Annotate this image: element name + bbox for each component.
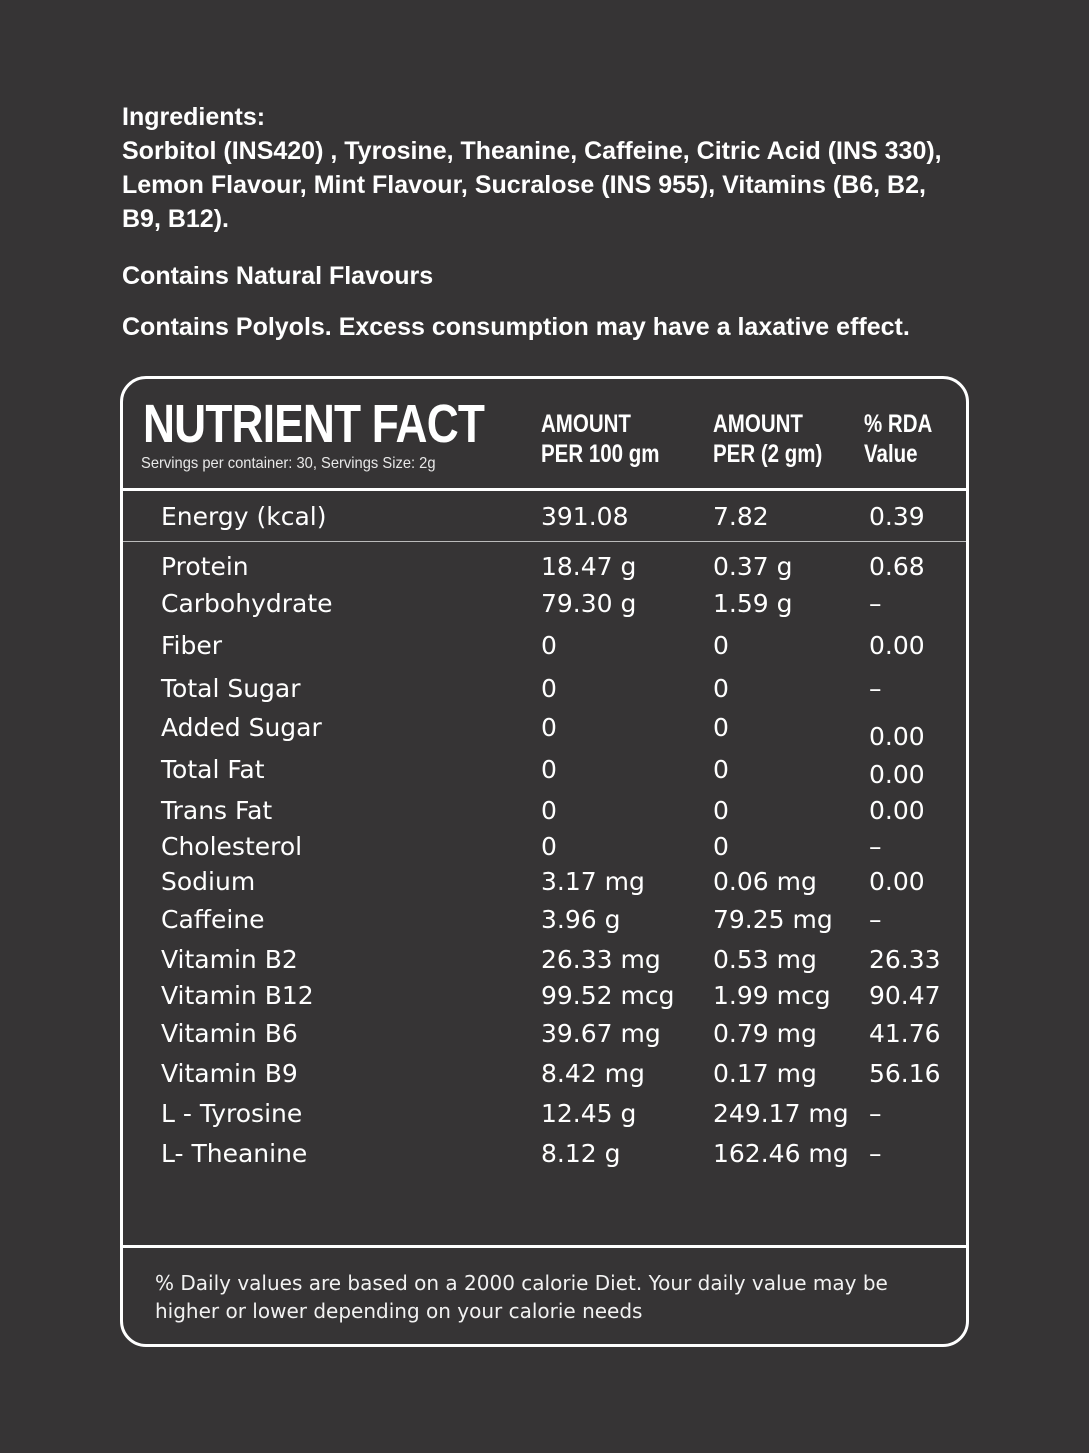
nutrient-row (123, 587, 966, 621)
amount-per-100g: 3.96 g (541, 905, 621, 934)
nutrient-name: Fiber (161, 631, 223, 660)
footer-divider (123, 1245, 966, 1248)
nutrient-row (123, 865, 966, 899)
header-divider (123, 488, 966, 491)
amount-per-serving: 0.79 mg (713, 1019, 817, 1048)
rda-value: 0.00 (869, 760, 925, 789)
rda-value: 41.76 (869, 1019, 941, 1048)
amount-per-serving: 0 (713, 674, 729, 703)
nutrient-name: Energy (kcal) (161, 502, 327, 531)
amount-per-serving: 0.17 mg (713, 1059, 817, 1088)
amount-per-100g: 79.30 g (541, 589, 637, 618)
nutrient-name: Vitamin B6 (161, 1019, 298, 1048)
rda-value: – (869, 1139, 882, 1168)
nutrient-row (123, 550, 966, 584)
nutrient-name: Vitamin B2 (161, 945, 298, 974)
nutrient-row (123, 753, 966, 787)
amount-per-100g: 8.12 g (541, 1139, 621, 1168)
energy-divider (123, 541, 966, 542)
column-header-line: Value (864, 440, 918, 468)
amount-per-100g: 3.17 mg (541, 867, 645, 896)
column-header-line: AMOUNT (541, 410, 631, 438)
rda-value: – (869, 905, 882, 934)
amount-per-100g: 0 (541, 674, 557, 703)
nutrient-name: Caffeine (161, 905, 265, 934)
column-header-per-100 (541, 409, 660, 469)
amount-per-serving: 79.25 mg (713, 905, 833, 934)
nutrient-row (123, 711, 966, 751)
amount-per-serving: 0 (713, 631, 729, 660)
amount-per-100g: 18.47 g (541, 552, 637, 581)
servings-info: Servings per container: 30, Servings Size: 2g (141, 455, 436, 472)
amount-per-serving: 162.46 mg (713, 1139, 849, 1168)
rda-value: 56.16 (869, 1059, 941, 1088)
rda-value: 0.68 (869, 552, 925, 581)
amount-per-serving: 0.37 g (713, 552, 793, 581)
nutrient-name: Vitamin B12 (161, 981, 314, 1010)
nutrient-name: Total Sugar (161, 674, 301, 703)
ingredients-block (122, 100, 952, 236)
amount-per-serving: 1.99 mcg (713, 981, 831, 1010)
natural-flavours-note: Contains Natural Flavours (122, 262, 434, 290)
amount-per-serving: 7.82 (713, 502, 769, 531)
amount-per-100g: 391.08 (541, 502, 629, 531)
amount-per-100g: 0 (541, 796, 557, 825)
nutrient-name: Sodium (161, 867, 256, 896)
ingredients-text: Sorbitol (INS420) , Tyrosine, Theanine, Caffeine, Citric Acid (INS 330), Lemon Flavour, Mint Flavour, Sucralose (INS 955), Vitamins (B6, B2, B9, B12). (122, 137, 942, 233)
rda-value: – (869, 832, 882, 861)
nutrient-row (123, 1057, 966, 1091)
column-header-line: AMOUNT (713, 410, 803, 438)
nutrient-name: Trans Fat (161, 796, 273, 825)
nutrient-name: Added Sugar (161, 713, 322, 742)
nutrient-row (123, 903, 966, 937)
rda-value: 0.39 (869, 502, 925, 531)
polyols-warning: Contains Polyols. Excess consumption may have a laxative effect. (122, 313, 910, 341)
ingredients-title: Ingredients: (122, 103, 266, 131)
nutrient-row (123, 1137, 966, 1171)
nutrient-row (123, 943, 966, 977)
amount-per-serving: 0 (713, 755, 729, 784)
amount-per-100g: 12.45 g (541, 1099, 637, 1128)
amount-per-100g: 99.52 mcg (541, 981, 675, 1010)
nutrient-name: Total Fat (161, 755, 265, 784)
amount-per-100g: 0 (541, 631, 557, 660)
amount-per-serving: 0.53 mg (713, 945, 817, 974)
nutrient-name: L - Tyrosine (161, 1099, 303, 1128)
amount-per-serving: 1.59 g (713, 589, 793, 618)
column-header-line: % RDA (864, 410, 933, 438)
nutrient-name: Cholesterol (161, 832, 303, 861)
nutrient-row (123, 830, 966, 864)
nutrient-name: Protein (161, 552, 249, 581)
amount-per-serving: 0 (713, 713, 729, 742)
nutrient-row (123, 979, 966, 1013)
rda-value: 0.00 (869, 722, 925, 751)
amount-per-100g: 0 (541, 713, 557, 742)
column-header-rda (864, 409, 932, 469)
column-header-line: PER 100 gm (541, 440, 660, 468)
nutrient-row (123, 794, 966, 828)
column-header-per-serving (713, 409, 822, 469)
amount-per-100g: 0 (541, 832, 557, 861)
nutrient-name: Vitamin B9 (161, 1059, 298, 1088)
nutrient-row (123, 500, 966, 534)
rda-value: – (869, 589, 882, 618)
panel-title: NUTRIENT FACT (143, 394, 485, 454)
nutrient-row (123, 672, 966, 706)
nutrient-fact-panel (120, 376, 969, 1347)
amount-per-serving: 249.17 mg (713, 1099, 849, 1128)
nutrient-row (123, 1097, 966, 1131)
nutrient-row (123, 629, 966, 663)
rda-value: 0.00 (869, 867, 925, 896)
rda-value: 0.00 (869, 631, 925, 660)
nutrient-name: L- Theanine (161, 1139, 308, 1168)
nutrient-name: Carbohydrate (161, 589, 333, 618)
rda-value: – (869, 674, 882, 703)
column-header-line: PER (2 gm) (713, 440, 823, 468)
amount-per-100g: 39.67 mg (541, 1019, 661, 1048)
amount-per-100g: 8.42 mg (541, 1059, 645, 1088)
rda-value: 0.00 (869, 796, 925, 825)
daily-value-footnote: % Daily values are based on a 2000 calorie Diet. Your daily value may be higher or lower depending on your calorie needs (155, 1271, 888, 1323)
rda-value: 26.33 (869, 945, 941, 974)
amount-per-100g: 26.33 mg (541, 945, 661, 974)
amount-per-serving: 0 (713, 796, 729, 825)
nutrient-row (123, 1017, 966, 1051)
rda-value: – (869, 1099, 882, 1128)
amount-per-100g: 0 (541, 755, 557, 784)
rda-value: 90.47 (869, 981, 941, 1010)
amount-per-serving: 0.06 mg (713, 867, 817, 896)
amount-per-serving: 0 (713, 832, 729, 861)
